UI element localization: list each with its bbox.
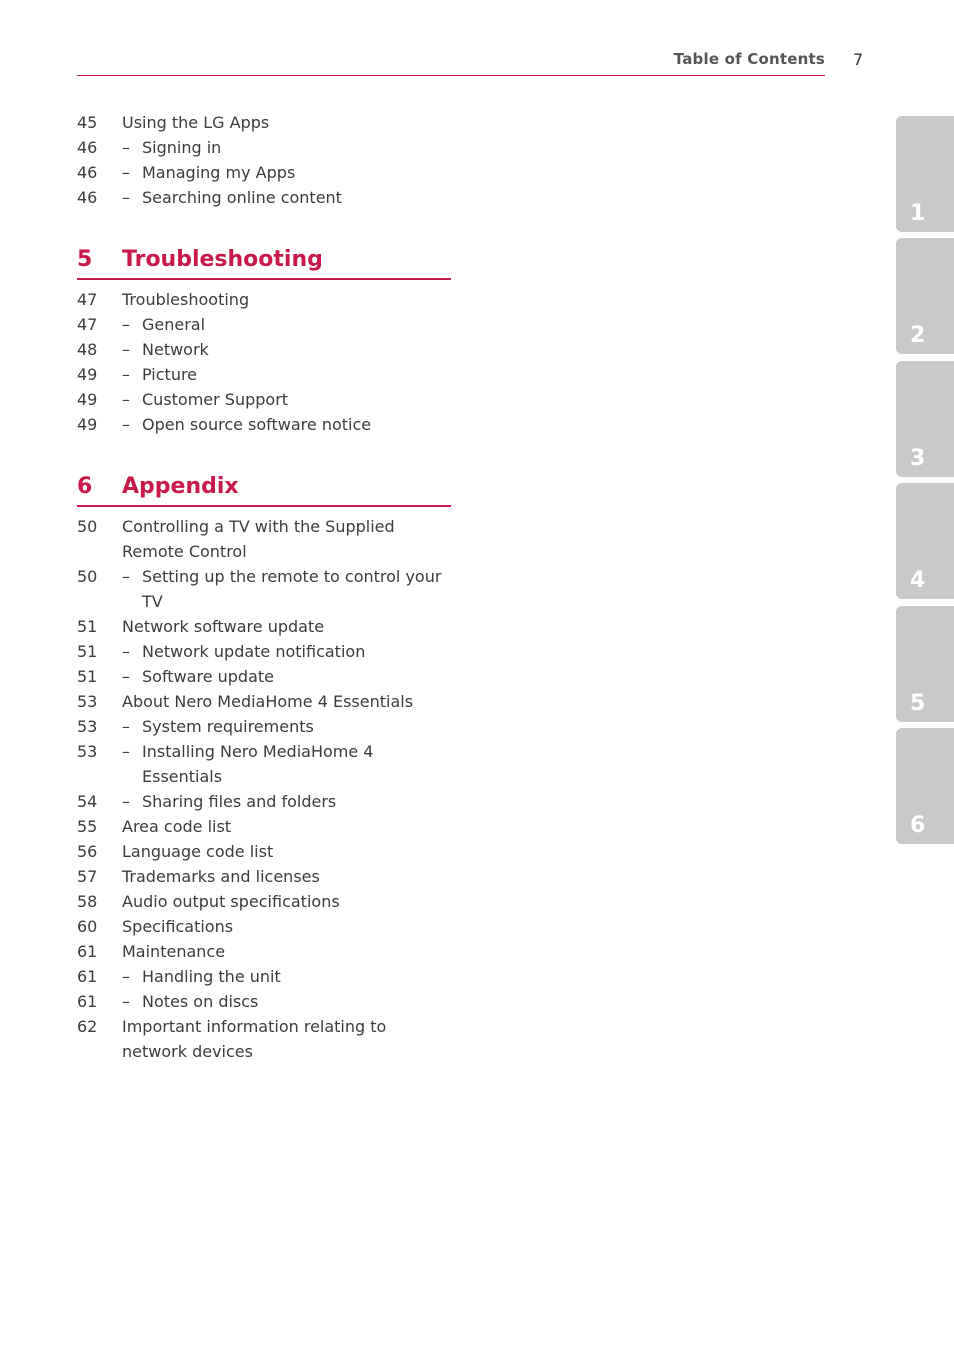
chapter-tab-5[interactable] xyxy=(896,606,954,722)
toc-page-number: 50 xyxy=(77,517,98,536)
toc-subentry[interactable] xyxy=(77,160,452,185)
toc-page-number: 60 xyxy=(77,917,98,936)
toc-entry-text: – Signing in xyxy=(77,135,452,160)
toc-subentry[interactable] xyxy=(77,989,452,1014)
toc-subentry[interactable] xyxy=(77,664,452,689)
toc-entry-text: – Software update xyxy=(77,664,452,689)
toc-entry-text: – Installing Nero MediaHome 4 Essentials xyxy=(77,739,452,789)
toc-page-number: 51 xyxy=(77,642,98,661)
section-heading-troubleshooting xyxy=(77,246,451,280)
section-title: Appendix xyxy=(122,474,239,499)
toc-entry-text: – Searching online content xyxy=(77,185,452,210)
toc-page-number: 50 xyxy=(77,567,98,586)
toc-section-5-list xyxy=(77,287,452,437)
toc-subentry[interactable] xyxy=(77,789,452,814)
toc-page-number: 61 xyxy=(77,967,98,986)
toc-page-number: 45 xyxy=(77,113,98,132)
toc-entry-text: Important information relating to network devices xyxy=(122,1017,387,1061)
toc-entry-text: Network software update xyxy=(122,617,325,636)
toc-entry[interactable] xyxy=(77,689,452,714)
toc-entry[interactable] xyxy=(77,839,452,864)
toc-entry[interactable] xyxy=(77,1014,452,1064)
chapter-tab-label: 1 xyxy=(910,201,926,226)
chapter-tab-label: 6 xyxy=(910,813,926,838)
toc-subentry[interactable] xyxy=(77,135,452,160)
toc-entry-text: – Handling the unit xyxy=(77,964,452,989)
section-number: 6 xyxy=(77,474,93,499)
toc-page-number: 61 xyxy=(77,942,98,961)
toc-entry-text: Specifications xyxy=(122,917,234,936)
header-rule xyxy=(77,75,825,76)
toc-entry-text: – Open source software notice xyxy=(77,412,452,437)
toc-subentry[interactable] xyxy=(77,412,452,437)
toc-subentry[interactable] xyxy=(77,639,452,664)
toc-entry-text: – Customer Support xyxy=(77,387,452,412)
toc-subentry[interactable] xyxy=(77,714,452,739)
toc-page-number: 53 xyxy=(77,742,98,761)
toc-page-number: 56 xyxy=(77,842,98,861)
toc-subentry[interactable] xyxy=(77,387,452,412)
toc-entry[interactable] xyxy=(77,939,452,964)
toc-entry-text: Maintenance xyxy=(122,942,226,961)
toc-entry[interactable] xyxy=(77,864,452,889)
toc-page-number: 49 xyxy=(77,390,98,409)
toc-entry[interactable] xyxy=(77,287,452,312)
toc-entry-text: Audio output specifications xyxy=(122,892,340,911)
toc-page-number: 58 xyxy=(77,892,98,911)
chapter-tab-label: 2 xyxy=(910,323,926,348)
toc-entry-text: Troubleshooting xyxy=(122,290,250,309)
toc-entry-text: Area code list xyxy=(122,817,232,836)
chapter-tab-label: 4 xyxy=(910,568,926,593)
chapter-tab-3[interactable] xyxy=(896,361,954,477)
toc-section-6-list xyxy=(77,514,452,1064)
toc-entry-text: Using the LG Apps xyxy=(122,113,270,132)
toc-page-number: 47 xyxy=(77,315,98,334)
toc-top-list xyxy=(77,110,452,210)
toc-page-number: 53 xyxy=(77,717,98,736)
toc-entry[interactable] xyxy=(77,514,452,564)
toc-entry[interactable] xyxy=(77,814,452,839)
toc-entry-text: – Setting up the remote to control your TV xyxy=(77,564,452,614)
toc-entry-text: – Sharing files and folders xyxy=(77,789,452,814)
toc-page-number: 51 xyxy=(77,667,98,686)
toc-page-number: 46 xyxy=(77,138,98,157)
toc-entry-text: – Picture xyxy=(77,362,452,387)
toc-page-number: 48 xyxy=(77,340,98,359)
section-number: 5 xyxy=(77,247,93,272)
toc-entry-text: Language code list xyxy=(122,842,274,861)
toc-page-number: 57 xyxy=(77,867,98,886)
toc-entry[interactable] xyxy=(77,614,452,639)
toc-entry-text: – Notes on discs xyxy=(77,989,452,1014)
toc-entry[interactable] xyxy=(77,110,452,135)
toc-subentry[interactable] xyxy=(77,964,452,989)
toc-page-number: 55 xyxy=(77,817,98,836)
toc-entry-text: – Network update notification xyxy=(77,639,452,664)
toc-entry-text: Controlling a TV with the Supplied Remote Control xyxy=(122,517,395,561)
page-number: 7 xyxy=(853,50,864,69)
toc-entry-text: Trademarks and licenses xyxy=(122,867,320,886)
toc-page-number: 51 xyxy=(77,617,98,636)
chapter-tab-1[interactable] xyxy=(896,116,954,232)
chapter-tab-2[interactable] xyxy=(896,238,954,354)
toc-page-number: 62 xyxy=(77,1017,98,1036)
toc-subentry[interactable] xyxy=(77,739,452,789)
section-title: Troubleshooting xyxy=(122,247,323,272)
toc-page-number: 61 xyxy=(77,992,98,1011)
chapter-tab-label: 3 xyxy=(910,446,926,471)
chapter-tab-6[interactable] xyxy=(896,728,954,844)
toc-entry-text: – System requirements xyxy=(77,714,452,739)
toc-subentry[interactable] xyxy=(77,337,452,362)
toc-entry-text: – Network xyxy=(77,337,452,362)
toc-subentry[interactable] xyxy=(77,312,452,337)
toc-page-number: 46 xyxy=(77,163,98,182)
running-header-title: Table of Contents xyxy=(673,50,825,68)
chapter-tab-label: 5 xyxy=(910,691,926,716)
toc-entry-text: About Nero MediaHome 4 Essentials xyxy=(122,692,414,711)
section-heading-appendix xyxy=(77,473,451,507)
toc-subentry[interactable] xyxy=(77,362,452,387)
toc-entry[interactable] xyxy=(77,889,452,914)
toc-page-number: 46 xyxy=(77,188,98,207)
toc-page-number: 53 xyxy=(77,692,98,711)
toc-subentry[interactable] xyxy=(77,564,452,614)
toc-page-number: 54 xyxy=(77,792,98,811)
toc-page-number: 47 xyxy=(77,290,98,309)
chapter-tab-4[interactable] xyxy=(896,483,954,599)
toc-entry-text: – General xyxy=(77,312,452,337)
toc-subentry[interactable] xyxy=(77,185,452,210)
toc-page-number: 49 xyxy=(77,365,98,384)
toc-entry-text: – Managing my Apps xyxy=(77,160,452,185)
toc-entry[interactable] xyxy=(77,914,452,939)
toc-page-number: 49 xyxy=(77,415,98,434)
